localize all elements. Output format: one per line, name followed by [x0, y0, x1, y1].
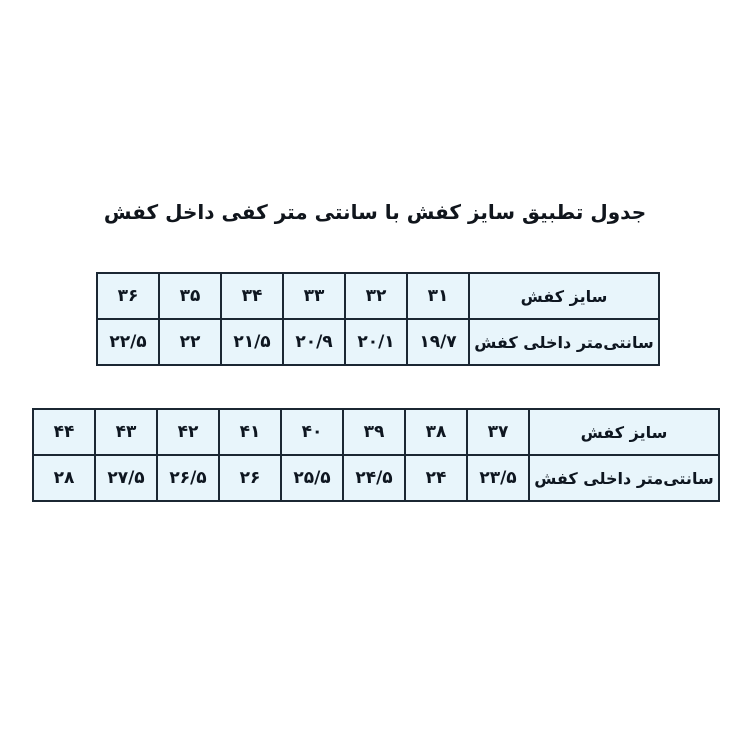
cell-cm: ۲۴/۵	[343, 455, 405, 501]
cell-cm: ۲۶/۵	[157, 455, 219, 501]
cell-size: ۴۴	[33, 409, 95, 455]
row-header-shoe-size: سایز کفش	[469, 273, 659, 319]
cell-size: ۳۵	[159, 273, 221, 319]
size-table-large	[32, 408, 720, 502]
cell-cm: ۲۷/۵	[95, 455, 157, 501]
table-row	[97, 273, 659, 319]
cell-size: ۳۴	[221, 273, 283, 319]
cell-size: ۳۶	[97, 273, 159, 319]
cell-size: ۳۹	[343, 409, 405, 455]
cell-cm: ۲۱/۵	[221, 319, 283, 365]
cell-size: ۴۱	[219, 409, 281, 455]
cell-size: ۳۸	[405, 409, 467, 455]
cell-cm: ۲۲	[159, 319, 221, 365]
cell-cm: ۱۹/۷	[407, 319, 469, 365]
cell-size: ۳۳	[283, 273, 345, 319]
row-header-insole-cm: سانتی‌متر داخلی کفش	[469, 319, 659, 365]
table-row	[33, 455, 719, 501]
cell-size: ۳۷	[467, 409, 529, 455]
cell-cm: ۲۸	[33, 455, 95, 501]
cell-cm: ۲۳/۵	[467, 455, 529, 501]
cell-cm: ۲۲/۵	[97, 319, 159, 365]
table-row	[33, 409, 719, 455]
cell-size: ۳۲	[345, 273, 407, 319]
cell-cm: ۲۰/۱	[345, 319, 407, 365]
cell-cm: ۲۴	[405, 455, 467, 501]
cell-size: ۴۲	[157, 409, 219, 455]
cell-cm: ۲۶	[219, 455, 281, 501]
cell-size: ۴۳	[95, 409, 157, 455]
page-title: جدول تطبیق سایز کفش با سانتی متر کفی داخل کفش	[103, 200, 647, 224]
row-header-shoe-size: سایز کفش	[529, 409, 719, 455]
cell-cm: ۲۵/۵	[281, 455, 343, 501]
size-table-small	[96, 272, 660, 366]
table-sizes-37-44	[32, 408, 720, 502]
table-row	[97, 319, 659, 365]
cell-size: ۳۱	[407, 273, 469, 319]
cell-size: ۴۰	[281, 409, 343, 455]
cell-cm: ۲۰/۹	[283, 319, 345, 365]
row-header-insole-cm: سانتی‌متر داخلی کفش	[529, 455, 719, 501]
table-sizes-31-36	[96, 272, 660, 366]
